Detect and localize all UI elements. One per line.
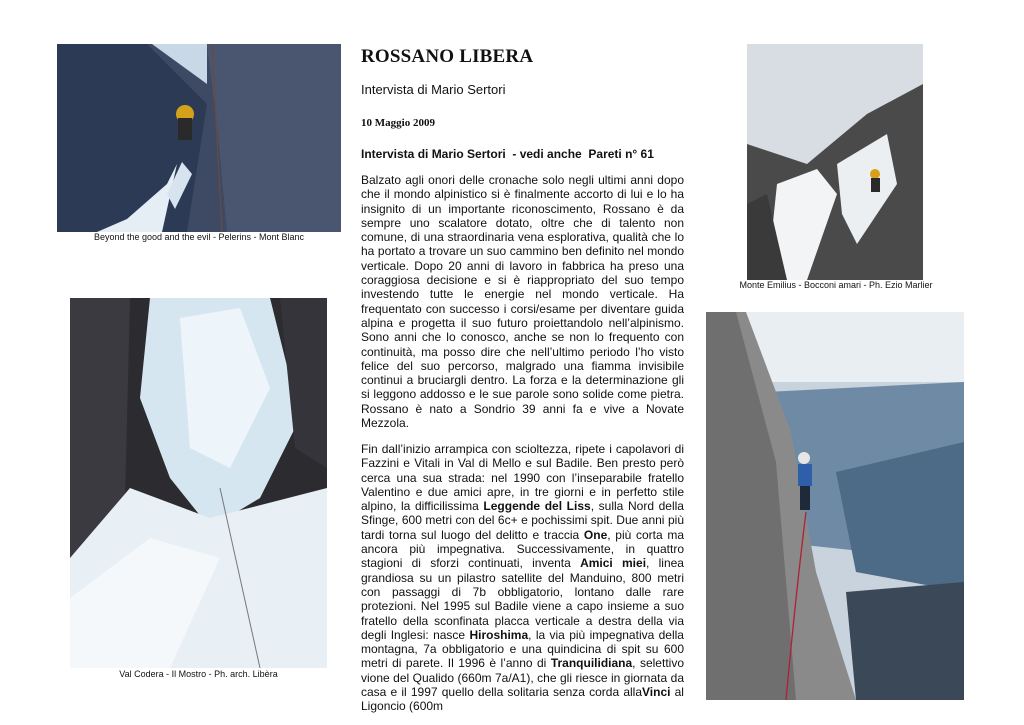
paragraph-text: , più corta ma ancora più impegnativa. Successivamente, in quattro stagioni di sforzi continuati, inventa	[361, 527, 684, 571]
photo-caption: Monte Emilius - Bocconi amari - Ph. Ezio Marlier	[739, 280, 933, 290]
article-paragraph: Balzato agli onori delle cronache solo negli ultimi anni dopo che il mondo alpinistico si è finalmente accorto di lui e lo ha insignito di un importante riconoscimento, Rossano è da sempre uno scalatore dotato, oltre che di talento non comune, di una straordinaria vena esplorativa, qualità che lo ha portato a trovare un suo cammino ben definito nel mondo verticale. Dopo 20 anni di lavoro in fabbrica ha preso una coraggiosa decisione e si è riappropriato del suo tempo investendo tutte le energie nel mondo verticale. Ha frequentato con successo i corsi/esame per diventare guida alpina e progetta il suo futuro proiettandolo nell’alpinismo. Sono anni che lo conosco, anche se non lo frequento con continuità, ma posso dire che nell’ultimo periodo l’ho visto felice del suo percorso, malgrado una fiamma invisibile continui a bruciargli dentro. La forza e la determinazione gli si leggono addosso e le sue parole sono solide come pietra. Rossano è nato a Sondrio 39 anni fa e vive a Novate Mezzola.	[361, 173, 684, 431]
photo-il-mostro	[70, 298, 327, 668]
paragraph-text: , selettivo vione del Qualido (660m 7a/A1), che gli riesce in giornata da casa e il 1997 quello della solitaria senza corda alla	[361, 656, 684, 700]
article-lead: Intervista di Mario Sertori - vedi anche Pareti n° 61	[361, 147, 654, 161]
route-name: Amici miei	[580, 556, 647, 571]
article-paragraph	[361, 442, 684, 724]
route-name: One	[583, 527, 608, 542]
article-title: ROSSANO LIBERA	[361, 46, 534, 67]
photo-caption: Val Codera - Il Mostro - Ph. arch. Libèra	[119, 669, 278, 679]
article-date: 10 Maggio 2009	[361, 117, 435, 129]
photo-caption: Beyond the good and the evil - Pelerins - Mont Blanc	[93, 232, 305, 242]
paragraph-text: , sulla Nord della Sfinge, 600 metri con del 6c+ e pochissimi spit. Due anni più tardi torna sul luogo del delitto e traccia	[361, 499, 684, 542]
route-name: Tranquilidiana	[550, 656, 633, 671]
route-name: Leggende del Liss	[483, 499, 591, 514]
photo-bocconi-amari	[747, 44, 923, 280]
paragraph-text: , linea grandiosa su un pilastro satellite del Manduino, 800 metri con passaggi di 7b obbligatorio, lontano dalle rare protezioni. Nel 1995 sul Badile viene a capo insieme a suo fratello della sconfinata placca verticale a destra della via degli Inglesi: nasce	[361, 556, 684, 642]
photo-pelerins	[57, 44, 341, 232]
route-name: Vinci	[642, 685, 671, 700]
route-name: Hiroshima	[469, 627, 529, 642]
paragraph-text: , la via più impegnativa della montagna, 7a obbligatorio e una quindicina di spit su 600 metri di parete. Il 1996 è l’anno di	[361, 627, 684, 671]
paragraph-text: Fin dall’inizio arrampica con scioltezza, ripete i capolavori di Fazzini e Vitali in Val di Mello e sul Badile. Ben presto però cerca una sua strada: nel 1990 con l’inseparabile fratello Valentino e due amici apre, in tre giorni e in perfetto stile alpino, la difficilissima	[361, 442, 684, 514]
photo-granite-wall	[706, 312, 964, 700]
paragraph-text: al Ligoncio (600m	[361, 685, 684, 714]
article-subtitle: Intervista di Mario Sertori	[361, 82, 506, 97]
